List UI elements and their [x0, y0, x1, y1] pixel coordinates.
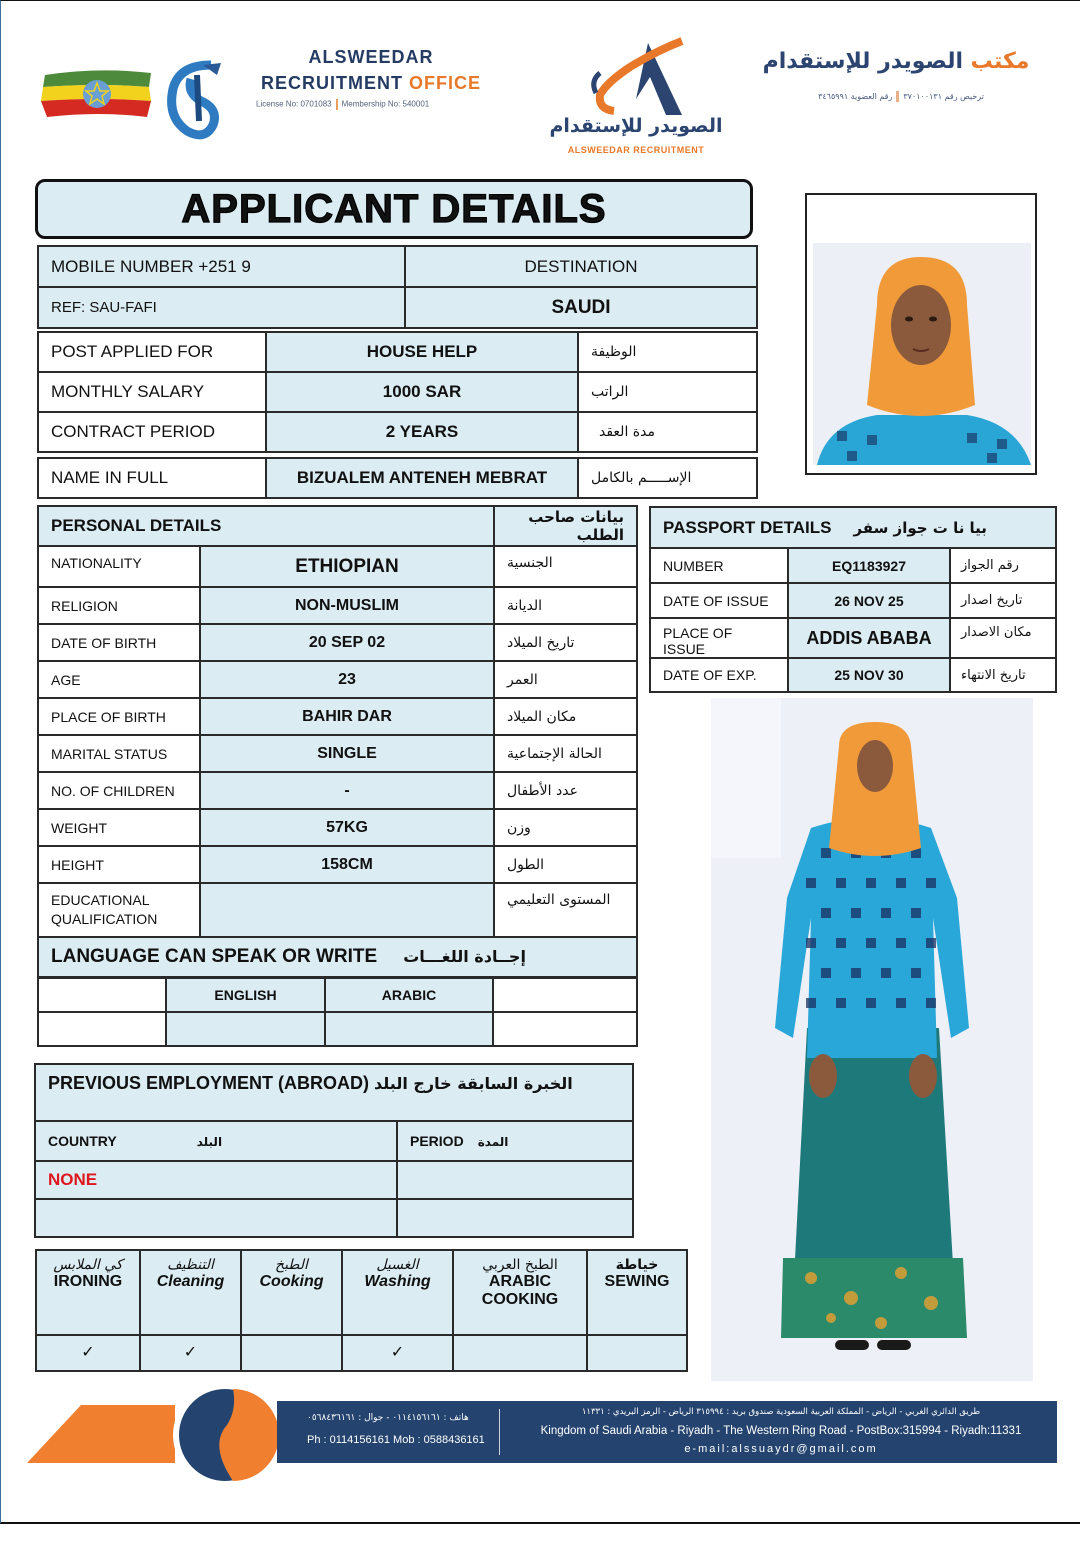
brand-office: OFFICE [409, 73, 481, 93]
language-english: ENGLISH [166, 978, 325, 1012]
logo-arabic-name: الصويدر للإستقدام [549, 115, 723, 137]
row-label-ar: تاريخ الميلاد [494, 624, 637, 661]
skill-label-ar: خياطة [615, 1257, 659, 1273]
weight-value: 57KG [200, 809, 494, 846]
personal-row [38, 883, 637, 937]
skills-table [35, 1249, 688, 1372]
row-label-ar: الجنسية [494, 546, 637, 587]
alsweedar-a-logo [586, 37, 696, 117]
employment-empty-cell [35, 1199, 397, 1237]
skill-label: Washing [364, 1273, 431, 1290]
footer-phone: Ph : 0114156161 Mob : 0588436161 [307, 1434, 485, 1446]
row-value: 2 YEARS [266, 412, 578, 452]
passport-number: EQ1183927 [788, 548, 950, 583]
brand-recruitment: RECRUITMENT [260, 73, 403, 93]
education-value [200, 883, 494, 937]
row-label-ar: مدة العقد [578, 412, 757, 452]
mobile-number: MOBILE NUMBER +251 9 [38, 246, 405, 287]
row-label: PLACE OF BIRTH [38, 698, 200, 735]
footer-divider [499, 1409, 500, 1455]
passport-row [650, 618, 1056, 658]
job-table [37, 331, 758, 453]
row-label: CONTRACT PERIOD [38, 412, 266, 452]
marital-status-value: SINGLE [200, 735, 494, 772]
footer-email[interactable]: e-mail:alssuaydr@gmail.com [684, 1443, 878, 1455]
previous-employment-table [34, 1063, 634, 1238]
employment-title: PREVIOUS EMPLOYMENT (ABROAD) [48, 1073, 370, 1093]
row-value: HOUSE HELP [266, 332, 578, 372]
job-row-post [38, 332, 757, 372]
employment-title-cell [35, 1064, 633, 1121]
arabic-license-line [771, 91, 1031, 102]
row-label: RELIGION [38, 587, 200, 624]
personal-details-title: PERSONAL DETAILS [38, 506, 494, 546]
name-label-ar: الإســـــم بالكامل [578, 458, 757, 498]
passport-place-of-issue: ADDIS ABABA [788, 618, 950, 658]
footer-band [277, 1401, 1057, 1463]
contact-table [37, 245, 758, 329]
skill-label-ar: كي الملابس [53, 1257, 123, 1273]
language-empty-cell [493, 978, 637, 1012]
language-empty-cell [38, 1012, 166, 1046]
washing-check-icon: ✓ [342, 1335, 453, 1371]
row-label: DATE OF EXP. [650, 658, 788, 692]
skill-cleaning [140, 1250, 241, 1335]
footer-address: Kingdom of Saudi Arabia - Riyadh - The Western Ring Road - PostBox:315994 - Riyadh:11331 [540, 1425, 1022, 1437]
destination-value: SAUDI [405, 287, 757, 328]
skill-label-ar: الغسيل [376, 1257, 419, 1273]
passport-title-cell [650, 507, 1056, 548]
name-table [37, 457, 758, 499]
sewing-check-icon [587, 1335, 687, 1371]
row-value: 1000 SAR [266, 372, 578, 412]
cleaning-check-icon: ✓ [140, 1335, 241, 1371]
applicant-portrait-photo [805, 193, 1037, 475]
brand-name-line2 [251, 73, 491, 94]
logo-english-name: ALSWEEDAR RECRUITMENT [567, 145, 705, 155]
arabic-title-name: الصويدر للإستقدام [762, 49, 963, 74]
personal-row [38, 661, 637, 698]
row-label: AGE [38, 661, 200, 698]
skill-label-ar: الطبخ العربي [482, 1257, 558, 1273]
skill-label: SEWING [604, 1273, 670, 1290]
personal-row [38, 772, 637, 809]
language-title: LANGUAGE CAN SPEAK OR WRITE [51, 946, 378, 967]
skill-washing [342, 1250, 453, 1335]
row-label-ar: الديانة [494, 587, 637, 624]
dob-value: 20 SEP 02 [200, 624, 494, 661]
passport-title-ar: بيا نا ت جواز سفر [853, 518, 987, 537]
language-arabic: ARABIC [325, 978, 493, 1012]
company-s-logo [161, 59, 223, 141]
row-label-ar: عدد الأطفال [494, 772, 637, 809]
skill-arabic-cooking [453, 1250, 587, 1335]
skill-label: Cooking [259, 1273, 324, 1290]
ironing-check-icon: ✓ [36, 1335, 140, 1371]
nationality-value: ETHIOPIAN [200, 546, 494, 587]
personal-row [38, 846, 637, 883]
employment-period-value [397, 1161, 633, 1199]
row-label-ar: المستوى التعليمي [494, 883, 637, 937]
row-label: POST APPLIED FOR [38, 332, 266, 372]
country-label-ar: البلد [196, 1135, 223, 1149]
ethiopia-flag-logo [39, 67, 155, 123]
height-value: 158CM [200, 846, 494, 883]
period-label: PERIOD [410, 1133, 464, 1149]
skill-cooking [241, 1250, 342, 1335]
row-label-ar: وزن [494, 809, 637, 846]
row-label-ar: تاريخ الانتهاء [950, 658, 1056, 692]
passport-issue-date: 26 NOV 25 [788, 583, 950, 618]
arabic-license: ترخيص رقم ٣٧٠١٠٠١٣١ [903, 92, 984, 101]
row-label: NO. OF CHILDREN [38, 772, 200, 809]
row-label: NUMBER [650, 548, 788, 583]
country-label: COUNTRY [48, 1133, 117, 1149]
destination-label: DESTINATION [405, 246, 757, 287]
personal-details-table [37, 505, 638, 978]
country-header [35, 1121, 397, 1161]
membership-number: Membership No: 540001 [341, 99, 430, 109]
row-label: NATIONALITY [38, 546, 200, 587]
employment-title-ar: الخبرة السابقة خارج البلد [374, 1074, 573, 1093]
age-value: 23 [200, 661, 494, 698]
row-label-ar: الطول [494, 846, 637, 883]
employment-empty-cell [397, 1199, 633, 1237]
row-label: DATE OF ISSUE [650, 583, 788, 618]
period-label-ar: المدة [477, 1135, 509, 1149]
name-label: NAME IN FULL [38, 458, 266, 498]
full-name: BIZUALEM ANTENEH MEBRAT [266, 458, 578, 498]
english-level [166, 1012, 325, 1046]
footer-logo-graphic [23, 1385, 283, 1481]
religion-value: NON-MUSLIM [200, 587, 494, 624]
skill-sewing [587, 1250, 687, 1335]
language-table [37, 977, 638, 1047]
arabic-office-title [761, 49, 1031, 74]
arabic-level [325, 1012, 493, 1046]
row-label-ar: الحالة الإجتماعية [494, 735, 637, 772]
row-label: EDUCATIONAL QUALIFICATION [38, 883, 200, 937]
job-row-contract [38, 412, 757, 452]
job-row-salary [38, 372, 757, 412]
personal-row [38, 809, 637, 846]
personal-row [38, 735, 637, 772]
personal-row [38, 624, 637, 661]
reference-number: REF: SAU-FAFI [38, 287, 405, 328]
passport-details-table [649, 506, 1057, 693]
skill-ironing [36, 1250, 140, 1335]
skill-label: IRONING [53, 1273, 123, 1290]
skill-label-ar: التنظيف [167, 1257, 214, 1273]
passport-expiry-date: 25 NOV 30 [788, 658, 950, 692]
arabic-cooking-check-icon [453, 1335, 587, 1371]
brand-name-line1: ALSWEEDAR [308, 47, 434, 67]
row-label: MONTHLY SALARY [38, 372, 266, 412]
row-label-ar: الراتب [578, 372, 757, 412]
applicant-full-body-photo [711, 698, 1033, 1381]
language-empty-cell [493, 1012, 637, 1046]
arabic-title-office: مكتب [970, 49, 1030, 74]
footer-address-ar: طريق الدائري الغربي - الرياض - المملكة العربية السعودية صندوق بريد : ٣١٥٩٩٤ الرياض - الرمز البريدي : ١١٣٣١ [581, 1407, 981, 1417]
passport-title: PASSPORT DETAILS [663, 517, 832, 537]
cooking-check-icon [241, 1335, 342, 1371]
arabic-membership: رقم العضوية ٣٤٦٥٩٩١ [818, 92, 893, 101]
row-label: HEIGHT [38, 846, 200, 883]
children-value: - [200, 772, 494, 809]
row-label-ar: العمر [494, 661, 637, 698]
row-label-ar: مكان الاصدار [950, 618, 1056, 658]
personal-row [38, 587, 637, 624]
row-label-ar: الوظيفة [578, 332, 757, 372]
personal-row [38, 698, 637, 735]
row-label: WEIGHT [38, 809, 200, 846]
row-label: MARITAL STATUS [38, 735, 200, 772]
row-label: PLACE OF ISSUE [650, 618, 788, 658]
passport-row [650, 583, 1056, 618]
employment-country-value: NONE [35, 1161, 397, 1199]
language-empty-cell [38, 978, 166, 1012]
page-title: APPLICANT DETAILS [181, 186, 607, 231]
page-title-box [35, 179, 753, 239]
personal-details-title-ar: بيانات صاحب الطلب [494, 506, 637, 546]
row-label-ar: تاريخ اصدار [950, 583, 1056, 618]
skill-label: ARABIC COOKING [481, 1273, 559, 1308]
row-label-ar: مكان الميلاد [494, 698, 637, 735]
row-label-ar: رقم الجواز [950, 548, 1056, 583]
skill-label: Cleaning [156, 1273, 225, 1290]
license-number: License No: 0701083 [256, 99, 332, 109]
skill-label-ar: الطبخ [275, 1257, 308, 1273]
footer-phone-ar: هاتف : ٠١١٤١٥٦١٦١ - جوال : ٠٥٦٨٤٣٦١٦١ [307, 1413, 469, 1423]
personal-row [38, 546, 637, 587]
language-title-cell [38, 937, 637, 977]
language-title-ar: إجــادة اللغـــات [403, 947, 526, 966]
license-line [256, 99, 491, 110]
period-header [397, 1121, 633, 1161]
passport-row [650, 658, 1056, 692]
place-of-birth-value: BAHIR DAR [200, 698, 494, 735]
passport-row [650, 548, 1056, 583]
row-label: DATE OF BIRTH [38, 624, 200, 661]
